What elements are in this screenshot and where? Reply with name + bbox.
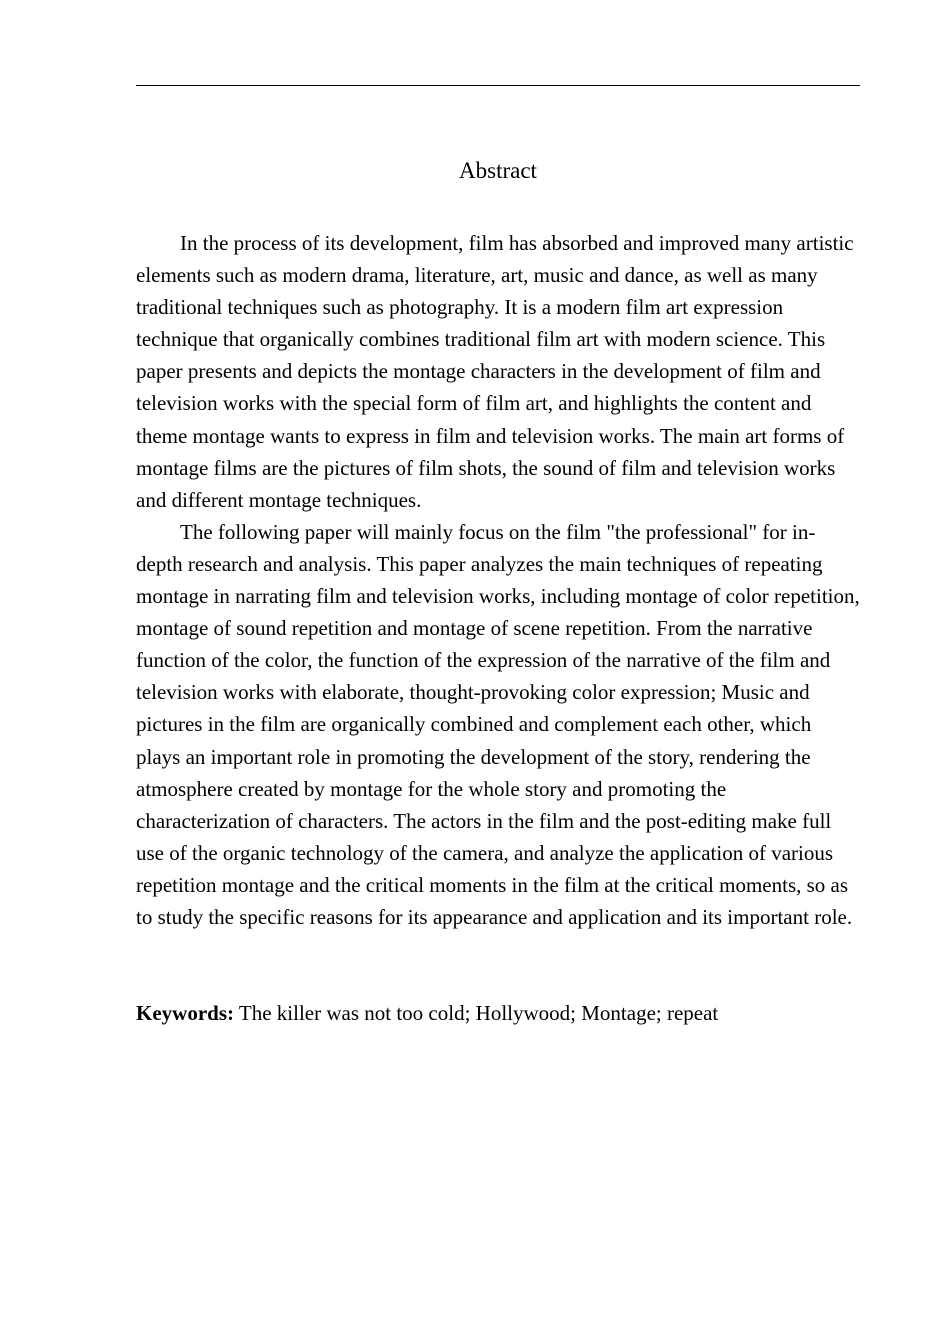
abstract-paragraph-2: The following paper will mainly focus on the film "the professional" for in-depth research and analysis. This paper analyzes the main techniques of repeating montage in narrating film and television works, including montage of color repetition, montage of sound repetition and montage of scene repetition. From the narrative function of the color, the function of the expression of the narrative of the film and television works with elaborate, thought-provoking color expression; Music and pictures in the film are organically combined and complement each other, which plays an important role in promoting the development of the story, rendering the atmosphere created by montage for the whole story and promoting the characterization of characters. The actors in the film and the post-editing make full use of the organic technology of the camera, and analyze the application of various repetition montage and the critical moments in the film at the critical moments, so as to study the specific reasons for its appearance and application and its important role. xyxy=(136,519,860,929)
abstract-paragraph-1: In the process of its development, film has absorbed and improved many artistic elements such as modern drama, literature, art, music and dance, as well as many traditional techniques such as photography. It is a modern film art expression technique that organically combines traditional film art with modern science. This paper presents and depicts the montage characters in the development of film and television works with the special form of film art, and highlights the content and theme montage wants to express in film and television works. The main art forms of montage films are the pictures of film shots, the sound of film and television works and different montage techniques. xyxy=(136,231,854,512)
abstract-title: Abstract xyxy=(459,158,537,183)
header-rule xyxy=(136,85,860,86)
keywords-text: The killer was not too cold; Hollywood; Montage; repeat xyxy=(238,1001,719,1025)
abstract-body xyxy=(136,227,860,933)
keywords-label: Keywords: xyxy=(136,1001,234,1025)
keywords-line xyxy=(136,997,860,1029)
